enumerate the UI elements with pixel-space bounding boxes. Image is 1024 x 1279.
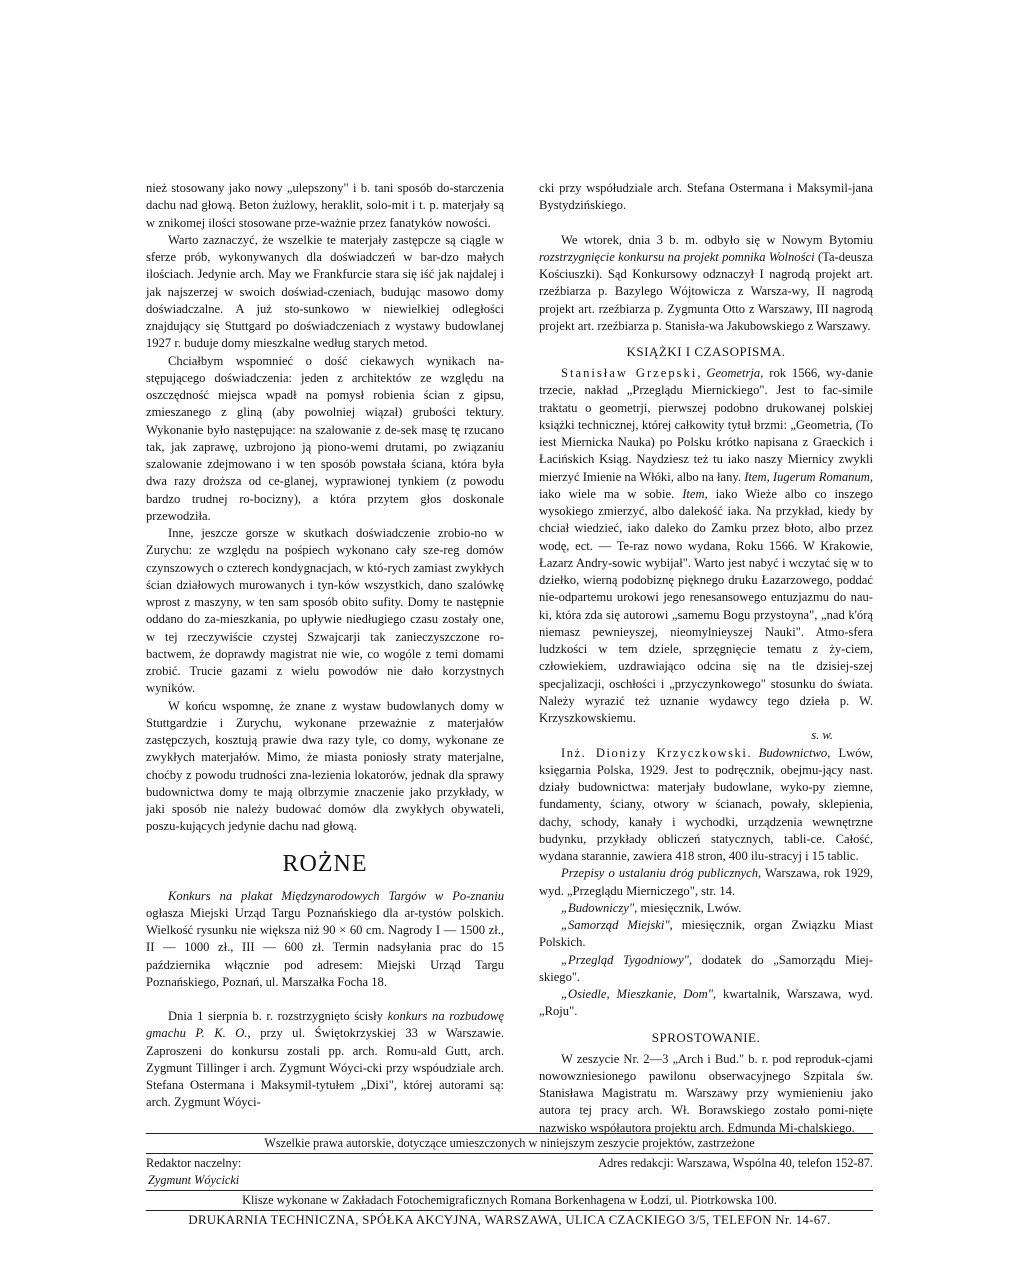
section-heading-correction: SPROSTOWANIE.	[651, 1029, 761, 1045]
paragraph: W końcu wspomnę, że znane z wystaw budowlanych domy w Stuttgardzie i Zurychu, wykonane przeważnie z materjałów zastępczych, kosztują prawie dwa razy tyle, co domy, wykonane ze zwykłych materjałów. Mimo, że miasta poniosły straty materjalne, choćby z powodu trudności zna-lezienia lokatorów, jednak dla sprawy budownictwa domy te mają olbrzymie znaczenie jako przykłady, w jaki sposób nie należy budować domów dla zwykłych obywateli, poszu-kujących jedynie dachu nad głową.	[146, 698, 504, 834]
footer	[146, 1133, 873, 1230]
text-run: , Warszawa, rok 1929, wyd. „Przeglądu Mierniczego", str. 14.	[539, 866, 873, 898]
separator: .	[747, 745, 759, 760]
periodical-title: „Przegląd Tygodniowy"	[561, 952, 689, 967]
text-run: , Lwów, księgarnia Polska, 1929. Jest to podręcznik, obejmu-jący nast. działy budownictwa: materjały budowlane, wyko-py ziemne, fundamenty, ściany, otwory w ścianach, powały, sklepienia, dachy, schody, kanały i wychodki, urządzenia wewnętrzne budynku, przykłady obliczeń statycznych, tabli-ce. Całość, wydana starannie, zawiera 418 stron, 400 ilu-stracyj i 15 tablic.	[539, 745, 874, 863]
text-run: , iako Wieże albo co inszego wysokiego zmierzyć, albo dalekość iaka. Na przykład, kiedy by chciał wiedzieć, iako daleko do Zamku przez błoto, albo przez wodę, ect. — Te-raz nowo wydana, Roku 1566. W Krakowie, Łazarz Andry-sowic wybijał". Warto jest nabyć i wczytać się w to dziełko, wierną podobiznę pięknego druku Łazarzowego, poddać nie-odpartemu urokowi jego renesansowego entuzjazmu do nau-ki, która zda się autorowi „samemu Bogu przystoyna", „nad k'órą niemasz pewnieyszej, nieomylnieyszej Nauki". Atmo-sfera ludzkości w tem dziele, sprzęgnięcie tematu z ży-ciem, człowiekiem, uzdrawiająco odcina się na tle dzisiej-szej specjalizacji, oschłości i „przyczynkowego" stosunku do świata. Należy wyrazić też uznanie wydawcy tego dzieła p. W. Krzyszkowskiemu.	[539, 486, 873, 725]
paragraph	[146, 888, 504, 992]
italic-run: Item, Iugerum Romanum	[744, 469, 870, 484]
book-title: Budownictwo	[758, 745, 828, 760]
footer-plates: Klisze wykonane w Zakładach Fotochemigraficznych Romana Borkenhagena w Łodzi, ul. Piotrkowska 100.	[242, 1193, 777, 1207]
editor-label: Redaktor naczelny:	[146, 1156, 242, 1170]
section-heading-books: KSIĄŻKI I CZASOPISMA.	[626, 344, 786, 359]
book-title: Przepisy o ustalaniu dróg publicznych	[561, 866, 758, 881]
text-run: Dnia 1 sierpnia b. r. rozstrzygnięto ścisły	[168, 1009, 388, 1023]
paragraph: nież stosowany jako nowy „ulepszony" i b. tani sposób do-starczenia dachu nad głową. Beton żużlowy, heraklit, solo-mit i t. p. materjały są w znikomej ilości stosowane prze-ważnie przez fanatyków nowości.	[146, 181, 504, 230]
footer-printer: DRUKARNIA TECHNICZNA, SPÓŁKA AKCYJNA, WARSZAWA, ULICA CZACKIEGO 3/5, TELEFON Nr. 14-67.	[188, 1213, 831, 1227]
footer-editor-row	[146, 1154, 873, 1190]
paragraph	[539, 986, 873, 1021]
paragraph	[539, 232, 873, 336]
right-column	[539, 180, 873, 1137]
text-run: , rok 1566, wy-danie trzecie, nakład „Przeglądu Miernickiego". Jest to fac-simile traktatu o geometrji, pierwszej podobno drukowanej polskiej książki technicznej, której całkowity tytuł brzmi: „Geometria, (To iest Miernicka Nauka) po Polsku krótko napisana z Graeckich i Łacińskich Ksiąg. Naydziesz też tu iako naszy Miernicy zwykli mierzyć Imienie na Włóki, albo na łany.	[539, 366, 874, 484]
editor-name: Zygmunt Wóycicki	[148, 1173, 240, 1187]
text-run: , dodatek do „Samorządu Miej-skiego".	[539, 952, 873, 984]
text-run: (Ta-deusza Kościuszki). Sąd Konkursowy odznaczył I nagrodą projekt art. rzeźbiarza p. Bazylego Wójtowicza z Warsza-wy, II nagrodą projekt art. rzeźbiarza p. Zygmunta Otto z Warszawy, III nagrodą projekt art. rzeźbiarza p. Stanisła-wa Jakubowskiego z Warszawy.	[539, 249, 873, 333]
section-heading-rozne: ROŻNE	[282, 850, 368, 877]
periodical-title: „Budowniczy"	[561, 900, 635, 915]
signature	[539, 727, 873, 744]
footer-address: Adres redakcji: Warszawa, Wspólna 40, telefon 152-87.	[598, 1156, 873, 1170]
text-run: We wtorek, dnia 3 b. m. odbyło się w Nowym Bytomiu	[561, 232, 873, 247]
paragraph	[146, 1008, 504, 1112]
italic-lead: Konkurs na plakat Międzynarodowych Targów w Po-znaniu	[168, 888, 504, 903]
italic-run: rozstrzygnięcie konkursu na projekt pomnika Wolności	[539, 249, 815, 264]
text-run: , kwartalnik, Warszawa, wyd. „Roju".	[539, 987, 873, 1019]
separator: ,	[697, 366, 707, 380]
text-run: , przy ul. Świętokrzyskiej 33 w Warszawie. Zaproszeni do konkursu zostali pp. arch. Romu-ald Gutt, arch. Zygmunt Tillinger i arch. Zygmunt Wóyci-cki przy wspóudziale arch. Stefana Ostermana i Maksymil-tytułem „Dixi", której autorami są: arch. Zygmunt Wóyci-	[146, 1026, 505, 1110]
periodical-title: „Osiedle, Mieszkanie, Dom"	[561, 987, 713, 1001]
paragraph: Chciałbym wspomnieć o dość ciekawych wynikach na-stępującego doświadczenia: jeden z architektów ze względu na oszczędność miejsca wpadł na pomysł robienia ścian z gipsu, zmieszanego z gliną (aby powolniej wiązał) grubości tektury. Wykonanie było następujące: na szalowanie z de-sek masę tę rzucano tak, jak zaprawę, uzbrojono ją piono-wemi drutami, po związaniu szalowanie zdejmowano i w ten sposób powstała ściana, która była dwa razy droższa od ce-glanej, wyprawionej tynkiem (z powodu bardzo trudnej ro-bocizny), a która przytem głos doskonale przewodziła.	[146, 353, 504, 523]
paragraph: cki przy współudziale arch. Stefana Ostermana i Maksymil-jana Bystydzińskiego.	[539, 181, 873, 213]
text-run: , miesięcznik, organ Związku Miast Polskich.	[539, 918, 874, 950]
book-title: Geometrja	[706, 366, 761, 380]
left-column	[146, 180, 504, 1112]
text-run: , iako wiele ma w sobie.	[539, 469, 873, 501]
italic-run: konkurs na rozbudowę gmachu P. K. O.	[146, 1009, 505, 1041]
footer-rights: Wszelkie prawa autorskie, dotyczące umieszczonych w niniejszym zeszycie projektów, zastrzeżone	[264, 1136, 755, 1150]
paragraph	[539, 745, 873, 866]
text-run: ogłasza Miejski Urząd Targu Poznańskiego dla ar-tystów polskich. Wielkość rysunku nie większa niż 90 × 60 cm. Nagrody I — 1500 zł., II — 1000 zł., III — 600 zł. Termin nadsyłania prac do 15 października włącznie pod adresem: Miejski Urząd Targu Poznańskiego, Poznań, ul. Marszałka Focha 18.	[146, 905, 504, 989]
author-name: Stanisław Grzepski	[561, 366, 698, 380]
italic-run: Item	[682, 486, 705, 501]
paragraph	[539, 365, 873, 727]
paragraph: W zeszycie Nr. 2—3 „Arch i Bud." b. r. pod reproduk-cjami nowowzniesionego pawilonu obserwacyjnego Szpitala św. Stanisława Magistratu m. Warszawy przy wymienieniu jako autora tej pracy arch. Wł. Borawskiego zostało pomi-nięte nazwisko współautora projektu arch. Edmunda Mi-chalskiego.	[539, 1051, 873, 1135]
paragraph	[539, 865, 873, 900]
paragraph: Inne, jeszcze gorsze w skutkach doświadczenie zrobio-no w Zurychu: ze względu na pośpiech wykonano cały sze-reg domów czynszowych o czterech kondygnacjach, w któ-rych zamiast zwykłych ścian działowych murowanych i tyn-ków wszystkich, dano szalówkę wprost z maszyny, w ten sam sposób obito sufity. Domy te następnie oddano do za-mieszkania, po upływie niedługiego czasu zostały one, w tej rzeczywiście czystej Szwajcarji tak zanieczyszczone ro-bactwem, że doprawdy magistrat nie wie, co wogóle z temi domami zrobić. Trucie gazami z wielu powodów nie dało korzystnych wyników.	[146, 526, 504, 696]
paragraph	[539, 900, 873, 917]
paragraph	[539, 917, 873, 952]
text-run: , miesięcznik, Lwów.	[634, 900, 742, 915]
author-name: Inż. Dionizy Krzyczkowski	[561, 745, 748, 760]
paragraph: Warto zaznaczyć, że wszelkie te materjały zastępcze są ciągle w sferze prób, wykonywanych dla doświadczeń w bar-dzo małych ilościach. Jedynie arch. May we Frankfurcie stara się iść jak najdalej i jak najszerzej w swoich doświad-czeniach, budując masowo domy doświadczalne. A już sto-sunkowo w niewielkiej odległości znajdujący się Stuttgard po doświadczeniach z wystawy budowlanej 1927 r. buduje domy mieszkalne według starych metod.	[146, 232, 504, 351]
footer-editor	[146, 1155, 241, 1189]
paragraph	[539, 952, 873, 987]
signature-text: s. w.	[811, 728, 833, 743]
periodical-title: „Samorząd Miejski"	[561, 918, 670, 932]
